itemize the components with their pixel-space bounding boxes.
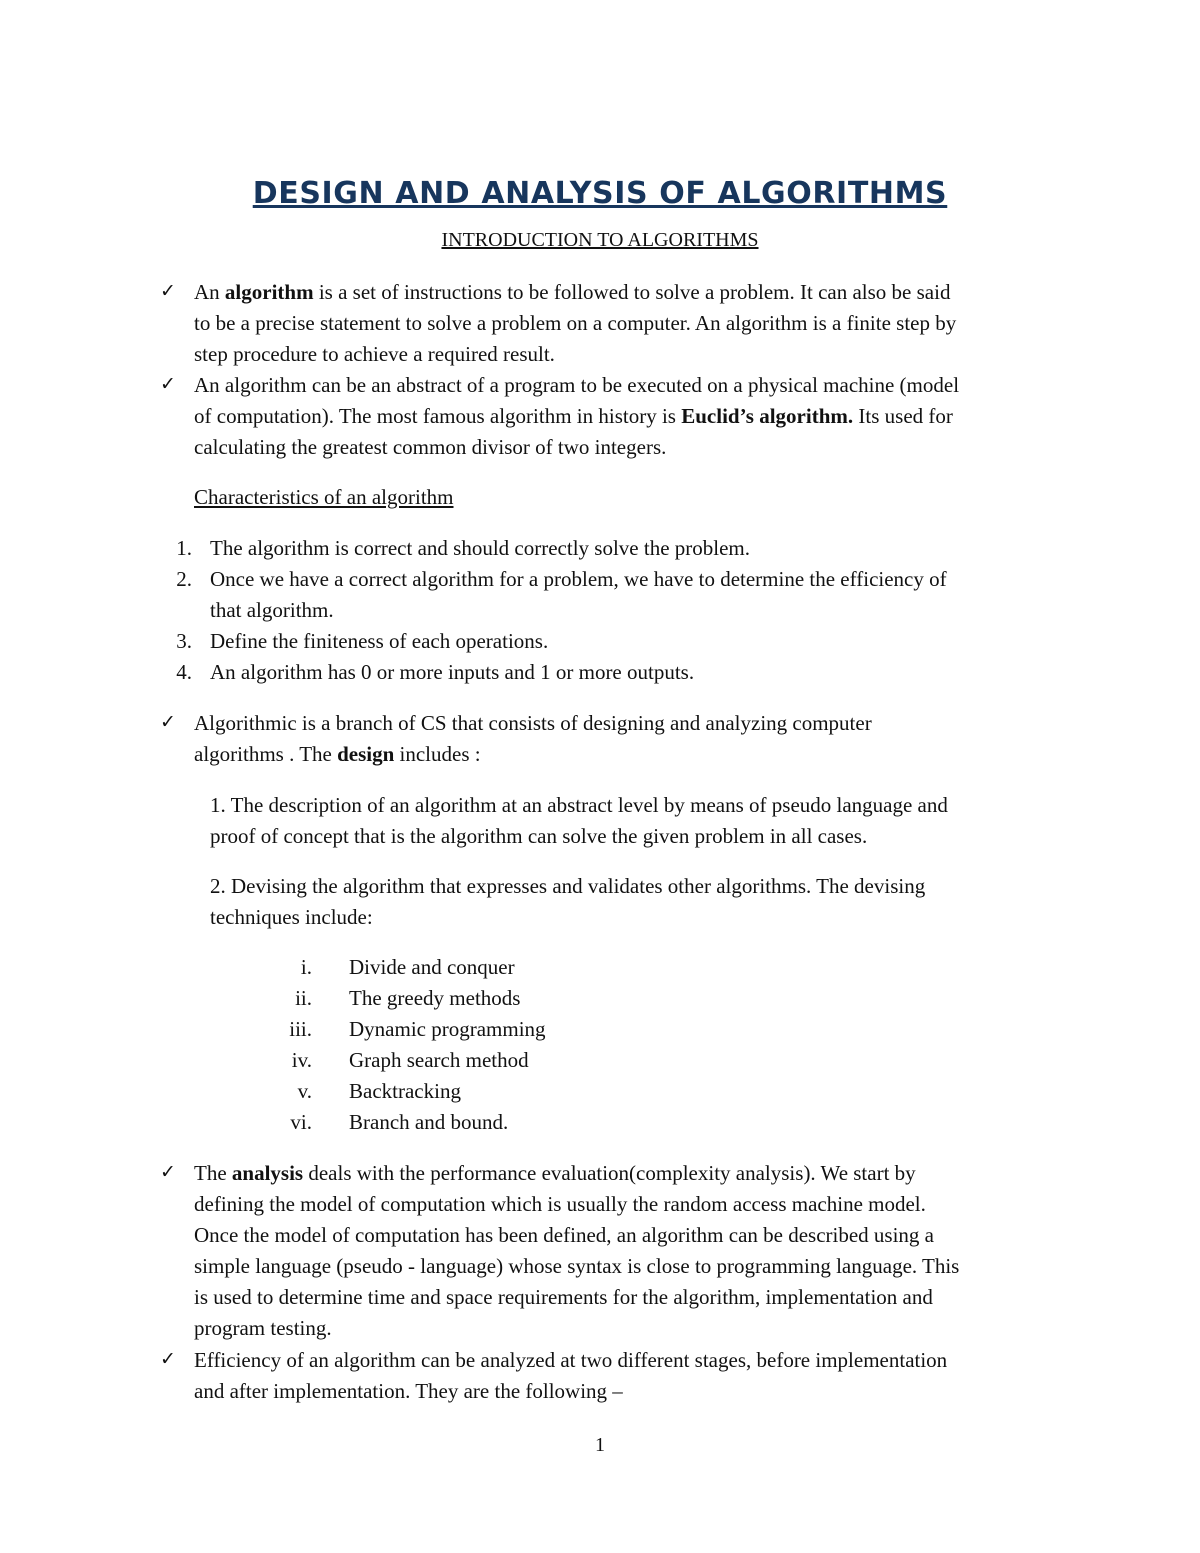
page-number: 1 [595, 1434, 605, 1456]
checkmark-icon: ✓ [160, 373, 176, 395]
bullet-4-line-5: is used to determine time and space requirements for the algorithm, implementation and [194, 1285, 933, 1309]
list-number: 2. [176, 567, 192, 591]
bullet-1-line-3: step procedure to achieve a required result. [194, 342, 555, 366]
bullet-3-line-2: algorithms . The design includes : [194, 742, 481, 766]
list-number: 4. [176, 660, 192, 684]
technique-item: The greedy methods [349, 986, 521, 1010]
bullet-1-line-2: to be a precise statement to solve a problem on a computer. An algorithm is a finite step by [194, 311, 957, 335]
technique-item: Divide and conquer [349, 955, 515, 979]
roman-numeral: vi. [290, 1110, 312, 1134]
list-number: 3. [176, 629, 192, 653]
bullet-4-line-6: program testing. [194, 1316, 332, 1340]
bullet-5-line-2: and after implementation. They are the following – [194, 1379, 623, 1403]
characteristics-heading: Characteristics of an algorithm [194, 485, 454, 509]
bullet-4-line-2: defining the model of computation which is usually the random access machine model. [194, 1192, 926, 1216]
bullet-2-line-3: calculating the greatest common divisor of two integers. [194, 435, 667, 459]
roman-numeral: v. [297, 1079, 312, 1103]
section-subtitle: INTRODUCTION TO ALGORITHMS [441, 229, 759, 251]
bullet-4-line-4: simple language (pseudo - language) whose syntax is close to programming language. This [194, 1254, 960, 1278]
characteristic-item: Define the finiteness of each operations. [210, 629, 549, 653]
roman-numeral: iii. [289, 1017, 312, 1041]
characteristic-item-cont: that algorithm. [210, 598, 334, 622]
bullet-5-line-1: Efficiency of an algorithm can be analyzed at two different stages, before implementation [194, 1348, 948, 1372]
characteristic-item: The algorithm is correct and should correctly solve the problem. [210, 536, 751, 560]
bullet-2-line-2: of computation). The most famous algorithm in history is Euclid’s algorithm. Its used for [194, 404, 953, 428]
bullet-3-line-1: Algorithmic is a branch of CS that consists of designing and analyzing computer [194, 711, 872, 735]
characteristic-item: An algorithm has 0 or more inputs and 1 or more outputs. [210, 660, 695, 684]
roman-numeral: ii. [295, 986, 312, 1010]
bullet-2-line-1: An algorithm can be an abstract of a program to be executed on a physical machine (model [194, 373, 960, 397]
list-number: 1. [176, 536, 192, 560]
technique-item: Graph search method [349, 1048, 529, 1072]
roman-numeral: i. [300, 955, 312, 979]
design-point-2-line-1: 2. Devising the algorithm that expresses and validates other algorithms. The devising [210, 874, 926, 898]
characteristic-item: Once we have a correct algorithm for a problem, we have to determine the efficiency of [210, 567, 947, 591]
technique-item: Backtracking [349, 1079, 461, 1103]
technique-item: Branch and bound. [349, 1110, 509, 1134]
design-point-2-line-2: techniques include: [210, 905, 373, 929]
checkmark-icon: ✓ [160, 711, 176, 733]
checkmark-icon: ✓ [160, 1161, 176, 1183]
document-title: DESIGN AND ANALYSIS OF ALGORITHMS [252, 176, 948, 211]
bullet-4-line-1: The analysis deals with the performance evaluation(complexity analysis). We start by [194, 1161, 916, 1185]
checkmark-icon: ✓ [160, 280, 176, 302]
design-point-1-line-2: proof of concept that is the algorithm can solve the given problem in all cases. [210, 824, 868, 848]
checkmark-icon: ✓ [160, 1348, 176, 1370]
design-point-1-line-1: 1. The description of an algorithm at an abstract level by means of pseudo language and [210, 793, 948, 817]
bullet-4-line-3: Once the model of computation has been defined, an algorithm can be described using a [194, 1223, 935, 1247]
technique-item: Dynamic programming [349, 1017, 546, 1041]
bullet-1-line-1: An algorithm is a set of instructions to be followed to solve a problem. It can also be said [194, 280, 951, 304]
roman-numeral: iv. [291, 1048, 312, 1072]
